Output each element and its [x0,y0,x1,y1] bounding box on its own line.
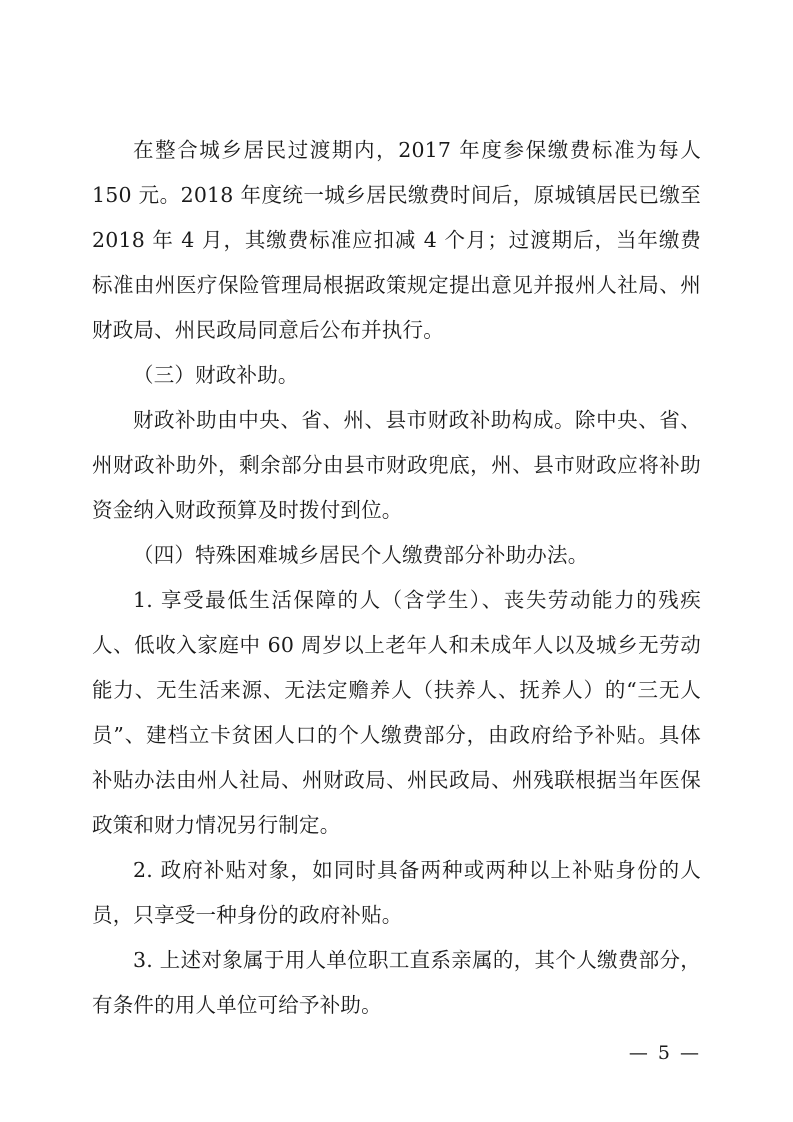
document-body [92,128,701,1028]
paragraph-2: （三）财政补助。 [133,363,299,387]
paragraph-1: 在整合城乡居民过渡期内，2017 年度参保缴费标准为每人 150 元。2018 年度统一城乡居民缴费时间后，原城镇居民已缴至 2018 年 4 月，其缴费标准应扣减 4 个月；过渡期后，当年缴费标准由州医疗保险管理局根据政策规定提出意见并报州人社局、州财政局、州民政局同意后公布并执行。 [92,138,701,342]
page-number: — 5 — [628,1042,701,1064]
paragraph-3: 财政补助由中央、省、州、县市财政补助构成。除中央、省、州财政补助外，剩余部分由县市财政兜底，州、县市财政应将补助资金纳入财政预算及时拨付到位。 [92,408,701,522]
paragraph-6: 2. 政府补贴对象，如同时具备两种或两种以上补贴身份的人员，只享受一种身份的政府补贴。 [92,858,701,927]
paragraph-7: 3. 上述对象属于用人单位职工直系亲属的，其个人缴费部分，有条件的用人单位可给予补助。 [92,948,701,1017]
paragraph-5: 1. 享受最低生活保障的人（含学生）、丧失劳动能力的残疾人、低收入家庭中 60 周岁以上老年人和未成年人以及城乡无劳动能力、无生活来源、无法定赡养人（扶养人、抚养人）的“三无人员”、建档立卡贫困人口的个人缴费部分，由政府给予补贴。具体补贴办法由州人社局、州财政局、州民政局、州残联根据当年医保政策和财力情况另行制定。 [92,588,701,837]
paragraph-4: （四）特殊困难城乡居民个人缴费部分补助办法。 [133,543,589,567]
